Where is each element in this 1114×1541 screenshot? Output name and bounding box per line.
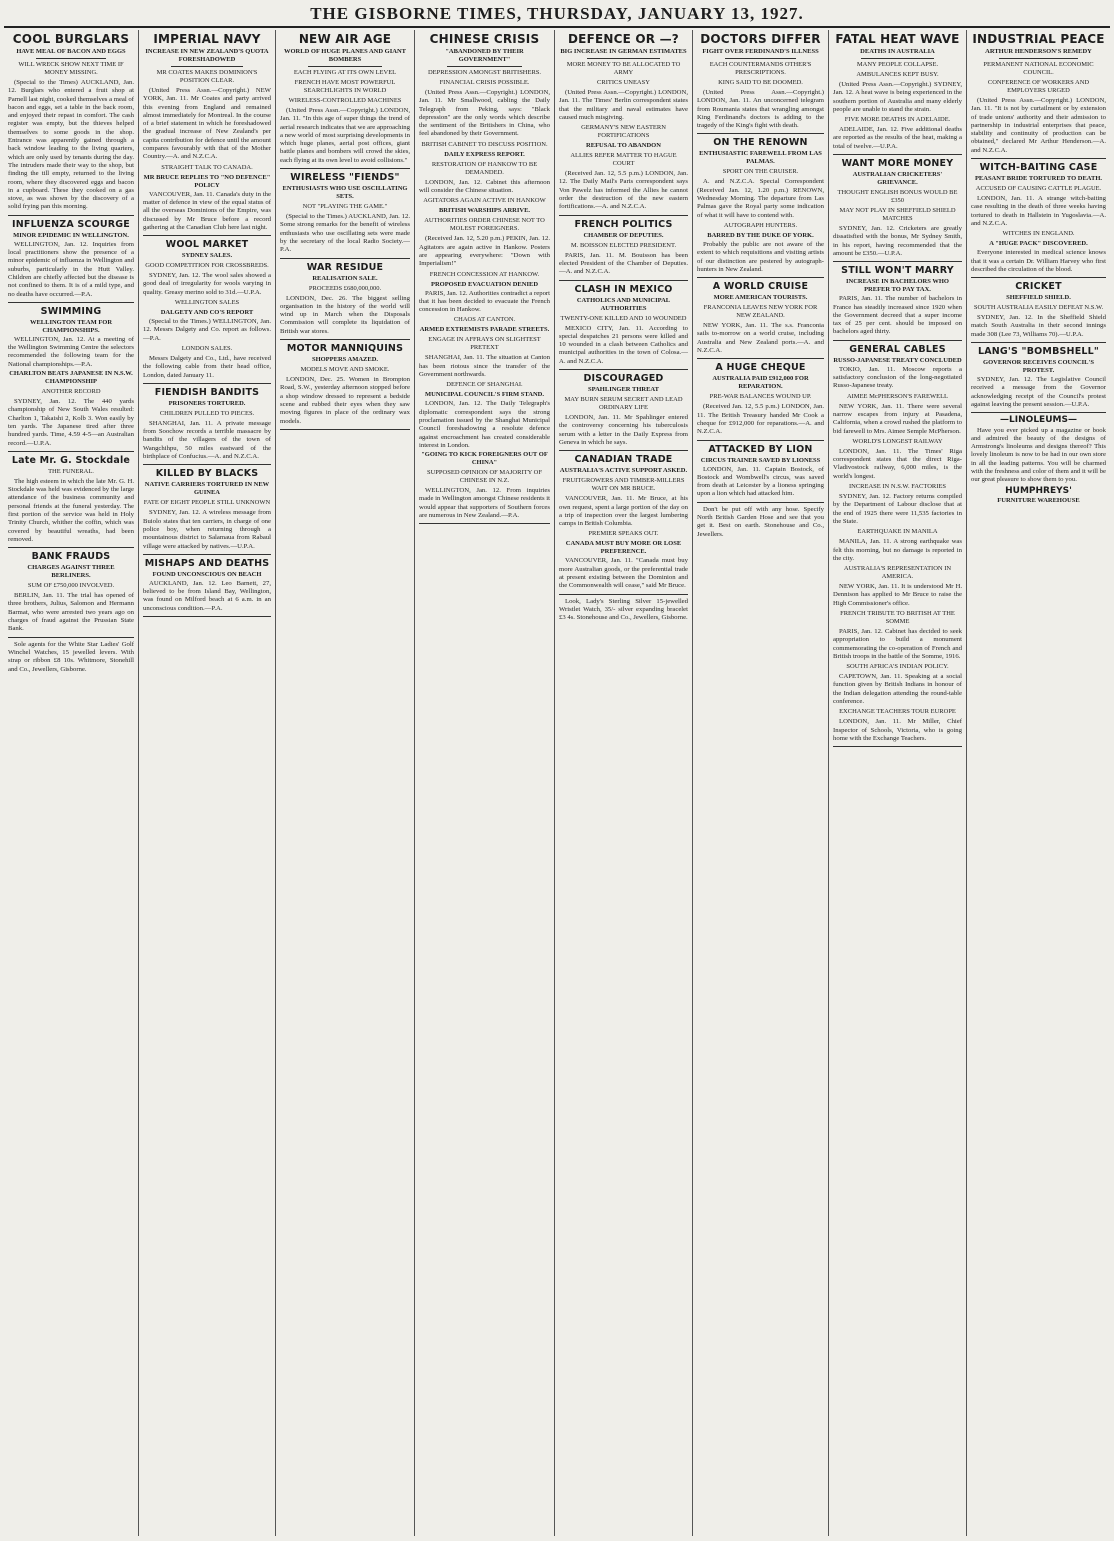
subheading: FOUND UNCONSCIOUS ON BEACH xyxy=(152,570,262,578)
subheading: A "HUGE PACK" DISCOVERED. xyxy=(989,240,1088,248)
headline: Late Mr. G. Stockdale xyxy=(11,454,131,466)
story-renown xyxy=(697,137,824,278)
body-text: (United Press Assn.—Copyright.) LONDON, Jan. 11. Mr Smallwood, cabling the Daily Telegraph from Peking, says: "Black depression" are the only words which describe the sentiment of the Britishers in China, who feel abandoned by their Government. xyxy=(419,89,550,138)
body-text: (United Press Assn.—Copyright.) SYDNEY, Jan. 12. A heat wave is being experienced in the southern portion of Australia and many elderly people are unable to stand the strain. xyxy=(833,81,962,113)
headline: MISHAPS AND DEATHS xyxy=(144,557,270,569)
subheading: NATIVE CARRIERS TORTURED IN NEW GUINEA xyxy=(144,481,270,497)
headline: A HUGE CHEQUE xyxy=(715,362,806,374)
deck: PROCEEDS £680,000,000. xyxy=(308,284,382,292)
headline: KILLED BY BLACKS xyxy=(155,468,259,480)
deck: FRENCH CONCESSION AT HANKOW. xyxy=(429,270,540,278)
subheading: "ABANDONED BY THEIR GOVERNMENT" xyxy=(445,48,524,63)
deck: SUM OF £750,000 INVOLVED. xyxy=(27,582,115,590)
headline: MOTOR MANNIQUINS xyxy=(286,343,404,355)
story-general-cables xyxy=(833,344,962,748)
body-text: PARIS, Jan. 12. Authorities contradict a report that it has been decided to evacuate the French concession in Hankow. xyxy=(419,289,550,314)
subheading: SPAHLINGER THREAT xyxy=(588,386,659,394)
body-text: MANILA, Jan. 11. A strong earthquake was felt this morning, but no damage is reported in the city. xyxy=(833,538,962,562)
body-text: PARIS, Jan. 11. M. Bouisson has been elected President of the Chamber of Deputies.—A. and N.Z.C.A. xyxy=(559,251,688,276)
body-text: MEXICO CITY, Jan. 11. According to special despatches 21 persons were killed and 10 wounded in a clash between Catholics and municipal authorities in the town of Colosa.—A. and N.Z.C.A. xyxy=(559,324,688,365)
ad-name: HUMPHREYS' xyxy=(1005,485,1072,496)
story-wool-market xyxy=(143,239,271,384)
body-text: VANCOUVER, Jan. 11. "Canada must buy more Australian goods, or the preferential trade at present existing between the Dominion and the Commonwealth will cease," said Mr Bruce. xyxy=(559,557,688,590)
story-cool-burglars xyxy=(8,32,134,216)
headline: GENERAL CABLES xyxy=(849,343,946,355)
story-stockdale xyxy=(8,455,134,548)
story-motor-manniquins xyxy=(280,343,410,430)
deck: AUSTRALIA'S REPRESENTATION IN AMERICA. xyxy=(843,565,952,581)
deck: FIVE MORE DEATHS IN ADELAIDE. xyxy=(844,116,951,124)
deck: AUTHORITIES ORDER CHINESE NOT TO MOLEST FOREIGNERS. xyxy=(424,217,545,233)
body-text: SYDNEY, Jan. 12. The 440 yards championship of New South Wales resulted: Charlton 1, Takaishi 2, Kolb 3. Won easily by ten yards. The Japanese tired after three hundred yards. Time, 4.59 4-5—an Australian record.—U.P.A. xyxy=(8,398,134,447)
body-text: SHANGHAI, Jan. 11. The situation at Canton has been riotous since the transfer of the Government northwards. xyxy=(419,354,550,379)
story-chinese-crisis xyxy=(419,32,550,524)
subheading: HAVE MEAL OF BACON AND EGGS xyxy=(16,48,126,55)
headline: DEFENCE OR —? xyxy=(568,32,679,46)
body-text: SYDNEY, Jan. 12. A wireless message from Buiolo states that ten carriers, in charge of one police boy, when returning through a mountainous district to Salamaua from Rabaul village were attacked by natives.—U.P.A. xyxy=(143,509,271,550)
body-text: SYDNEY, Jan. 12. Factory returns compiled by the Department of Labour disclose that at the end of 1925 there were 11,535 factories in the State. xyxy=(833,493,962,525)
headline: INFLUENZA SCOURGE xyxy=(12,218,130,230)
column-7 xyxy=(829,30,967,1536)
deck: AMBULANCES KEPT BUSY. xyxy=(856,71,939,78)
deck: EACH FLYING AT ITS OWN LEVEL xyxy=(293,69,397,76)
deck: WORLD'S LONGEST RAILWAY xyxy=(852,437,943,445)
body-text: (Received Jan. 12, 5.20 p.m.) PEKIN, Jan. 12. Agitators are again active in Hankow. Posters are appearing everywhere: "Down with Imperialism!" xyxy=(419,235,550,268)
story-still-wont-marry xyxy=(833,265,962,340)
body-text: (Special to the Times) AUCKLAND, Jan. 12. Burglars who entered a fruit shop at Parnell last night, cooked themselves a meal of bacon and eggs, set a table in the back room, and enjoyed their repast in comfort. The cash register was empty, but the thieves helped themselves to some goods in the shop. Entrance was apparently gained through a back window leading to the living quarters, which are only used by tenants during the day. The intruders made their way to the shop, but finding the till empty, returned to the living room, where they discovered eggs and bacon in a cupboard. These they cooked on a gas stove, as was shown by the discovery of a solid frying pan this morning. xyxy=(8,79,134,211)
headline: FIENDISH BANDITS xyxy=(154,386,260,398)
story-french-politics xyxy=(559,219,688,281)
body-text: LONDON, Dec. 26. The biggest selling organisation in the history of the world will wind up in March when the Disposals Commission will complete its liquidation of British war stores. xyxy=(280,294,410,335)
subheading: MR BRUCE REPLIES TO "NO DEFENCE" POLICY xyxy=(143,173,271,189)
body-text: (United Press Assn.—Copyright.) NEW YORK, Jan. 11. Mr Coates and party arrived this evening from England and remained almost immediately for Montreal. In the course of a brief statement in which he foreshadowed the gradual increase of New Zealand's per capita contribution for defence until the amount compares favourably with that of the Mother Country.—A. and N.Z.C.A. xyxy=(143,87,271,161)
story-influenza xyxy=(8,219,134,303)
body-text: LONDON, Dec. 25. Women in Brompton Road, S.W., yesterday afternoon stopped before a shop window dressed to represent a bedside scene and rubbed their eyes when they saw moving figures in place of the ordinary wax models. xyxy=(280,376,410,425)
headline: NEW AIR AGE xyxy=(298,32,392,46)
deck: AUTOGRAPH HUNTERS. xyxy=(723,221,798,229)
deck: THE FUNERAL. xyxy=(48,467,94,475)
deck: CHAOS AT CANTON. xyxy=(453,316,516,324)
subheading: MUNICIPAL COUNCIL'S FIRM STAND. xyxy=(425,391,544,399)
body-text: PARIS, Jan. 11. The number of bachelors in France has steadily increased since 1920 when the Government decreed that a super income tax of 25 per cent. should be imposed on bachelors aged thirty. xyxy=(833,295,962,336)
deck: AGITATORS AGAIN ACTIVE IN HANKOW xyxy=(423,197,546,205)
body-text: NEW YORK, Jan. 11. The s.s. Franconia sails to-morrow on a world cruise, including Australia and New Zealand ports.—A. and N.Z.C.A. xyxy=(697,322,824,355)
headline: WANT MORE MONEY xyxy=(841,158,954,170)
body-text: (Special to the Times.) AUCKLAND, Jan. 12. Some strong remarks for the benefit of wireless enthusiasts who use oscillating sets were made by the secretary of the local Radio Society.—P.A. xyxy=(280,213,410,254)
body-text: (United Press Assn.—Copyright.) LONDON, Jan. 11. The Times' Berlin correspondent states that the military and naval estimates have caused much misgiving. xyxy=(559,89,688,121)
deck: SUPPOSED OPINION OF MAJORITY OF CHINESE IN N.Z. xyxy=(427,469,542,485)
body-text: WELLINGTON, Jan. 12. From inquiries made in Wellington amongst Chinese residents it would appear that supporters of Southern forces are numerous in New Zealand.—P.A. xyxy=(419,487,550,520)
headline: FATAL HEAT WAVE xyxy=(835,32,960,46)
deck: STRAIGHT TALK TO CANADA. xyxy=(161,163,253,171)
deck: BRITISH CABINET TO DISCUSS POSITION. xyxy=(421,140,548,148)
headline: CLASH IN MEXICO xyxy=(574,283,673,295)
deck: FRANCONIA LEAVES NEW YORK FOR NEW ZEALAND. xyxy=(703,304,818,320)
story-cricket xyxy=(971,281,1106,343)
story-clash-in-mexico xyxy=(559,284,688,370)
deck: DEPRESSION AMONGST BRITISHERS. xyxy=(427,69,542,76)
body-text: (United Press Assn.—Copyright.) LONDON, Jan. 11. "It is not by curtailment or by extension of trade unions' authority and their admission to partnership in industrial enterprises that peace, stability and continuity of production can be obtained," declared Mr Arthur Henderson.—A. and N.Z.C.A. xyxy=(971,97,1106,154)
deck: CONFERENCE OF WORKERS AND EMPLOYERS URGED xyxy=(987,79,1090,94)
story-fiendish-bandits xyxy=(143,387,271,465)
subheading: PEASANT BRIDE TORTURED TO DEATH. xyxy=(974,175,1103,183)
story-mishaps xyxy=(143,558,271,617)
column-4 xyxy=(415,30,555,1536)
deck: MORE MONEY TO BE ALLOCATED TO ARMY xyxy=(566,61,681,76)
subheading: SYDNEY SALES. xyxy=(181,252,233,260)
subheading: CHAMBER OF DEPUTIES. xyxy=(583,231,664,239)
story-bank-frauds xyxy=(8,551,134,637)
subheading: CANADA MUST BUY MORE OR LOSE PREFERENCE. xyxy=(565,540,682,556)
column-1 xyxy=(4,30,139,1536)
deck: ACCUSED OF CAUSING CATTLE PLAGUE. xyxy=(975,185,1102,193)
subheading: INCREASE IN BACHELORS WHO PREFER TO PAY TAX. xyxy=(845,278,949,294)
deck: ALLIES REFER MATTER TO HAGUE COURT xyxy=(570,152,677,168)
body-text: BERLIN, Jan. 11. The trial has opened of three brothers, Julius, Salomon and Hermann Barmat, who were arrested two years ago on charges of fraud against the Prussian State Bank. xyxy=(8,592,134,633)
deck: PERMANENT NATIONAL ECONOMIC COUNCIL. xyxy=(983,61,1094,76)
headline: SWIMMING xyxy=(40,305,102,317)
deck: FRENCH TRIBUTE TO BRITISH AT THE SOMME xyxy=(840,609,955,625)
body-text: VANCOUVER, Jan. 11. Mr Bruce, at his own request, spent a large portion of the day on a trip of inspection over the largest lumbering camps in British Columbia. xyxy=(559,495,688,528)
subheading: ENTHUSIASTIC FAREWELL FROM LAS PALMAS. xyxy=(699,150,822,166)
deck: WITCHES IN ENGLAND. xyxy=(1002,230,1075,238)
deck: WIRELESS-CONTROLLED MACHINES xyxy=(288,97,402,104)
deck: AIMEE McPHERSON'S FAREWELL xyxy=(846,392,949,400)
story-attacked-by-lion xyxy=(697,444,824,503)
deck: MR COATES MAKES DOMINION'S POSITION CLEAR. xyxy=(156,69,258,84)
story-witch-baiting xyxy=(971,162,1106,278)
body-text: LONDON, Jan. 11. A strange witch-baiting case resulting in the death of three weeks having tortured to death in Hallstein in Yugoslavia.—A. and N.Z.C.A. xyxy=(971,195,1106,227)
headline: WAR RESIDUE xyxy=(306,261,384,273)
subheading: AUSTRALIA'S ACTIVE SUPPORT ASKED. xyxy=(559,467,688,475)
body-text: SYDNEY, Jan. 12. Cricketers are greatly dissatisfied with the bonus, Mr Sydney Smith, in his report, having recommended that the amount be £350.—U.P.A. xyxy=(833,225,962,257)
body-text: Probably the public are not aware of the extent to which requisitions and visiting artists of our distinction are pestered by autograph-hunters in New Zealand. xyxy=(697,240,824,273)
body-text: (United Press Assn.—Copyright.) LONDON, Jan. 11. An unconcerned telegram from Roumania states that wrangling amongst King Ferdinand's doctors is adding to the tragedy of the King's fight with death. xyxy=(697,89,824,130)
deck: KING SAID TO BE DOOMED. xyxy=(718,79,803,86)
story-want-more-money xyxy=(833,158,962,262)
rule xyxy=(36,58,106,59)
headline: WITCH-BAITING CASE xyxy=(979,162,1098,174)
deck: SOUTH AUSTRALIA EASILY DEFEAT N.S.W. xyxy=(973,304,1104,312)
deck: LONDON SALES. xyxy=(181,344,233,352)
masthead: THE GISBORNE TIMES, THURSDAY, JANUARY 13, 1927. xyxy=(4,2,1110,28)
subheading: CHARLTON BEATS JAPANESE IN N.S.W. CHAMPIONSHIP xyxy=(9,370,133,386)
subheading: REFUSAL TO ABANDON xyxy=(586,142,661,150)
subheading: MINOR EPIDEMIC IN WELLINGTON. xyxy=(13,231,129,239)
subheading: BIG INCREASE IN GERMAN ESTIMATES xyxy=(560,48,687,55)
body-text: LONDON, Jan. 11. The Times' Riga correspondent states that the direct Riga-Vladivostock railway, 6,000 miles, is the world's longest. xyxy=(833,447,962,480)
body-text: SYDNEY, Jan. 12. The Legislative Council received a message from the Governor acknowledging receipt of the Council's protest against leaving the present session.—U.P.A. xyxy=(971,376,1106,408)
deck: CRITICS UNEASY xyxy=(597,79,650,86)
story-imperial-navy xyxy=(143,32,271,236)
deck: MANY PEOPLE COLLAPSE. xyxy=(856,61,939,68)
body-text: Messrs Dalgety and Co., Ltd., have received the following cable from their head office, London, dated January 11. xyxy=(143,354,271,379)
body-text: SHANGHAI, Jan. 11. A private message from Soochow records a terrible massacre by bandits of the villagers of the town of Wangchihpu, 50 miles eastward of the birthplace of Confucius.—A. and N.Z.C.A. xyxy=(143,419,271,461)
advertisement: Don't be put off with any hose. Specify North British Garden Hose and see that you get it. Best on earth. Stonehouse and Co., Jewellers. xyxy=(697,505,824,538)
body-text: NEW YORK, Jan. 11. It is understood Mr H. Dennison has applied to Mr Bruce to raise the High Commissioner's office. xyxy=(833,583,962,607)
headline: DOCTORS DIFFER xyxy=(700,32,821,46)
deck: MAY NOT PLAY IN SHEFFIELD SHIELD MATCHES xyxy=(839,207,956,223)
subheading: DEATHS IN AUSTRALIA xyxy=(860,48,935,55)
deck: WILL WRECK SHOW NEXT TIME IF MONEY MISSING. xyxy=(18,61,124,76)
deck: FRENCH HAVE MOST POWERFUL SEARCHLIGHTS IN WORLD xyxy=(294,79,396,94)
deck: FINANCIAL CRISIS POSSIBLE. xyxy=(439,79,530,86)
body-text: AUCKLAND, Jan. 12. Leo Barnett, 27, believed to be from Island Bay, Wellington, was found on Milford beach at 6 a.m. in an unconscious condition.—P.A. xyxy=(143,579,271,612)
deck: ENGAGE IN AFFRAYS ON SLIGHTEST PRETEXT xyxy=(428,336,541,352)
body-text: WELLINGTON, Jan. 12. Inquiries from local practitioners show the presence of a minor epidemic of influenza in Wellington and suburbs, particularly in the Hutt Valley. Children are chiefly affected but the disease is not confined to them. It is of a mild type, and no deaths have occurred.—P.A. xyxy=(8,240,134,298)
deck: INCREASE IN N.S.W. FACTORIES xyxy=(848,483,947,491)
body-text: WELLINGTON, Jan. 12. At a meeting of the Wellington Swimming Centre the selectors recommended the following team for the National championships.—P.A. xyxy=(8,335,134,368)
deck: FATE OF EIGHT PEOPLE STILL UNKNOWN xyxy=(143,499,271,507)
story-canadian-trade xyxy=(559,454,688,594)
body-text: Everyone interested in medical science knows that it was a certain Dr. William Harvey who first described the circulation of the blood. xyxy=(971,249,1106,273)
rule xyxy=(308,66,382,67)
headline: WOOL MARKET xyxy=(165,239,249,251)
headline: CRICKET xyxy=(1015,281,1062,293)
subheading: ENTHUSIASTS WHO USE OSCILLATING SETS. xyxy=(282,185,408,201)
subheading: MORE AMERICAN TOURISTS. xyxy=(713,294,808,302)
subheading: INCREASE IN NEW ZEALAND'S QUOTA FORESHADOWED xyxy=(145,48,269,63)
deck: SOUTH AFRICA'S INDIAN POLICY. xyxy=(846,663,949,671)
story-new-air-age xyxy=(280,32,410,169)
headline: ON THE RENOWN xyxy=(713,137,808,149)
rule xyxy=(725,58,796,59)
subheading: AUSTRALIA PAID £912,000 FOR REPARATION. xyxy=(712,375,809,391)
deck: M. BOISSON ELECTED PRESIDENT. xyxy=(570,241,677,249)
deck: PREMIER SPEAKS OUT. xyxy=(588,530,659,538)
deck: MODELS MOVE AND SMOKE. xyxy=(300,366,390,374)
body-text: LONDON, Jan. 12. Cabinet this afternoon will consider the Chinese situation. xyxy=(419,178,550,195)
deck: GOOD COMPETITION FOR CROSSBREDS. xyxy=(145,262,269,270)
body-text: SYDNEY, Jan. 12. In the Sheffield Shield match South Australia in their second innings made 308 (Lee 73, Williams 70).—U.P.A. xyxy=(971,314,1106,338)
deck: GERMANY'S NEW EASTERN FORTIFICATIONS xyxy=(581,124,666,140)
body-text: VANCOUVER, Jan. 11. Canada's duty in the matter of defence in view of the equal status of all the overseas Dominions of the Empire, was discussed by Mr Bruce before a record gathering at the Canadian Club here last night. xyxy=(143,190,271,231)
subheading: CATHOLICS AND MUNICIPAL AUTHORITIES xyxy=(576,296,671,312)
deck: CHILDREN PULLED TO PIECES. xyxy=(159,409,255,417)
subheading: "GOING TO KICK FOREIGNERS OUT OF CHINA" xyxy=(421,451,548,467)
rule xyxy=(447,66,522,67)
deck: ANOTHER RECORD xyxy=(41,388,101,396)
body-text: A. and N.Z.C.A. Special Correspondent (Received Jan. 12, 1.20 p.m.) RENOWN, Wednesday Morning. The departure from Las Palmas gave the Royal party some indication of what it will have to contend with. xyxy=(697,178,824,219)
headline: CHINESE CRISIS xyxy=(429,32,540,46)
headline: INDUSTRIAL PEACE xyxy=(972,32,1105,46)
deck: EARTHQUAKE IN MANILA xyxy=(857,528,938,536)
headline: BANK FRAUDS xyxy=(31,551,111,563)
story-world-cruise xyxy=(697,281,824,359)
story-huge-cheque xyxy=(697,362,824,440)
subheading: DALGETY AND CO'S REPORT xyxy=(160,309,254,317)
column-6 xyxy=(693,30,829,1536)
headline: FRENCH POLITICS xyxy=(574,218,673,230)
ad-title: —LINOLEUMS— xyxy=(1000,415,1077,426)
headline: IMPERIAL NAVY xyxy=(153,32,261,46)
body-text: LONDON, Jan. 11. Mr Spahlinger entered the controversy concerning his tuberculosis serum with a letter in the Daily Express from Geneva in which he says. xyxy=(559,414,688,446)
headline: STILL WON'T MARRY xyxy=(841,265,954,277)
story-industrial-peace xyxy=(971,32,1106,159)
headline: CANADIAN TRADE xyxy=(574,454,673,466)
story-defence xyxy=(559,32,688,216)
advertisement: Sole agents for the White Star Ladies' Golf Winchel Watches, 15 jewelled levers. With strap or ribbon £8 10s. Whitmore, Stonehill and Co., Jewellers, Gisborne. xyxy=(8,640,134,673)
story-killed-by-blacks xyxy=(143,468,271,554)
headline: LANG'S "BOMBSHELL" xyxy=(977,346,1100,358)
column-2 xyxy=(139,30,276,1536)
column-3 xyxy=(276,30,415,1536)
body-text: NEW YORK, Jan. 11. There were several narrow escapes from injury at Pasadena, California, when a crowd rushed the platform to bid farewell to Mrs. Aimee Semple McPherson. xyxy=(833,402,962,435)
body-text: PARIS, Jan. 12. Cabinet has decided to seek appropriation to build a monument commemorating the co-operation of French and British troops in the battle of the Somme, 1916. xyxy=(833,627,962,660)
deck: MAY BURN SERUM SECRET AND LEAD ORDINARY LIFE xyxy=(564,396,683,412)
subheading: BRITISH WARSHIPS ARRIVE. xyxy=(438,207,531,215)
body-text: LONDON, Jan. 12. The Daily Telegraph's diplomatic correspondent says the strong proclamation issued by the Shanghai Municipal Council foreshadowing a resolute defence against encroachment has created considerable interest in London. xyxy=(419,400,550,449)
deck: RESTORATION OF HANKOW TO BE DEMANDED. xyxy=(431,160,538,176)
ad-body: Have you ever picked up a magazine or book and admired the beauty of the designs of Armstrong's linoleums and designs thereof? This lovely linoleum is now to be had in our own store in all the leading patterns. You will be charmed with the freshness and color of them and it will be our great pleasure to show them to you. xyxy=(971,426,1106,484)
subheading: FIGHT OVER FERDINAND'S ILLNESS xyxy=(702,48,819,55)
headline: DISCOURAGED xyxy=(583,373,664,385)
deck: TWENTY-ONE KILLED AND 10 WOUNDED xyxy=(560,314,687,322)
deck: EACH COUNTERMANDS OTHER'S PRESCRIPTIONS. xyxy=(709,61,812,76)
story-swimming xyxy=(8,306,134,452)
body-text: LONDON, Jan. 11. Mr Miller, Chief Inspector of Schools, Victoria, who is going home with the Exchange Teachers. xyxy=(833,718,962,742)
story-doctors-differ xyxy=(697,32,824,134)
deck: PRE-WAR BALANCES WOUND UP. xyxy=(709,393,812,401)
subheading: SHEFFIELD SHIELD. xyxy=(1006,294,1071,302)
column-8 xyxy=(967,30,1110,1536)
story-wireless-fiends xyxy=(280,172,410,258)
deck: THOUGHT ENGLISH BONUS WOULD BE £350 xyxy=(837,189,958,205)
subheading: CIRCUS TRAINER SAVED BY LIONESS xyxy=(700,456,821,464)
deck: EXCHANGE TEACHERS TOUR EUROPE xyxy=(839,708,956,716)
headline: A WORLD CRUISE xyxy=(712,281,809,293)
subheading: WELLINGTON TEAM FOR CHAMPIONSHIPS. xyxy=(29,318,113,334)
body-text: (Special to the Times.) WELLINGTON, Jan. 12. Messrs Dalgety and Co. report as follows.—P.A. xyxy=(143,318,271,342)
subheading: PRISONERS TORTURED. xyxy=(168,399,246,407)
body-text: (United Press Assn.—Copyright.) LONDON, Jan. 11. "In this age of super things the trend of aerial research indicates that we are approaching a new world of most surprising developments in which huge planes, aerial post offices, giant battle planes and bombers will crowd the skies, each flying at its own level to avoid collisions." xyxy=(280,107,410,164)
deck: WELLINGTON SALES xyxy=(174,299,240,307)
body-text: ADELAIDE, Jan. 12. Five additional deaths are reported as the results of the heat, making a total of twelve.—U.P.A. xyxy=(833,126,962,150)
story-discouraged xyxy=(559,373,688,451)
ad-store: FURNITURE WAREHOUSE xyxy=(997,496,1080,504)
body-text: LONDON, Jan. 11. Captain Bostock, of Bostock and Wombwell's circus, was saved from death at Leicester by a lioness springing upon a lion which had attacked him. xyxy=(697,465,824,498)
headline: COOL BURGLARS xyxy=(12,32,130,46)
body-text: CAPETOWN, Jan. 11. Speaking at a social function given by British Indians in honour of the Indian delegation attending the round-table conference. xyxy=(833,673,962,706)
rule xyxy=(587,58,660,59)
subheading: SHOPPERS AMAZED. xyxy=(311,356,379,364)
deck: NOT "PLAYING THE GAME." xyxy=(302,203,388,211)
subheading: PROPOSED EVACUATION DENIED xyxy=(430,280,539,288)
deck: FRUITGROWERS AND TIMBER-MILLERS WAIT ON MR BRUCE. xyxy=(562,477,685,493)
subheading: BARRED BY THE DUKE OF YORK. xyxy=(707,231,814,239)
subheading: ARMED EXTREMISTS PARADE STREETS. xyxy=(419,326,550,334)
body-text: (Received Jan. 12, 5.5 p.m.) LONDON, Jan. 12. The Daily Mail's Paris correspondent says Von Pawelz has informed the Allies he cannot order the destruction of the new eastern fortifications.—A. and N.Z.C.A. xyxy=(559,170,688,211)
body-text: (Received Jan. 12, 5.5 p.m.) LONDON, Jan. 11. The British Treasury handed Mr Cook a cheque for £912,000 for reparations.—A. and N.Z.C.A. xyxy=(697,403,824,436)
subheading: WORLD OF HUGE PLANES AND GIANT BOMBERS xyxy=(283,48,406,63)
headline: WIRELESS "FIENDS" xyxy=(290,172,400,184)
body-text: The high esteem in which the late Mr. G. H. Stockdale was held was evidenced by the large attendance of the business community and personal friends at the funeral yesterday. The first portion of the service was held in Holy Trinity Church, whither the coffin, which was covered by beautiful wreaths, had been removed. xyxy=(8,477,134,543)
deck: SPORT ON THE CRUISER. xyxy=(722,168,799,176)
rule xyxy=(999,58,1078,59)
subheading: AUSTRALIAN CRICKETERS' GRIEVANCE. xyxy=(852,171,943,187)
headline: ATTACKED BY LION xyxy=(708,443,813,455)
story-langs-bombshell xyxy=(971,346,1106,413)
subheading: RUSSO-JAPANESE TREATY CONCLUDED xyxy=(833,356,962,364)
subheading: ARTHUR HENDERSON'S REMEDY xyxy=(985,48,1092,55)
subheading: REALISATION SALE. xyxy=(312,274,378,282)
subheading: GOVERNOR RECEIVES COUNCIL'S PROTEST. xyxy=(983,359,1094,375)
body-text: SYDNEY, Jan. 12. The wool sales showed a good deal of irregularity for wools varying in quality. Greasy merino sold to 31d.—U.P.A. xyxy=(143,272,271,296)
story-fatal-heat-wave xyxy=(833,32,962,155)
advertisement: Look, Lady's Sterling Silver 15-jewelled Wristlet Watch, 35/- silver expanding bracelet £3 4s. Stonehouse and Co., Jewellers, Gisborne. xyxy=(559,597,688,622)
advertisement-linoleums xyxy=(971,416,1106,505)
rule xyxy=(171,66,243,67)
rule xyxy=(861,58,934,59)
body-text: TOKIO, Jan. 11. Moscow reports a satisfactory conclusion of the long-negotiated Russo-Japanese treaty. xyxy=(833,365,962,390)
subheading: CHARGES AGAINST THREE BERLINERS. xyxy=(27,564,115,580)
column-5 xyxy=(555,30,693,1536)
subheading: DAILY EXPRESS REPORT. xyxy=(444,150,525,158)
story-war-residue xyxy=(280,262,410,340)
deck: DEFENCE OF SHANGHAI. xyxy=(446,381,523,389)
